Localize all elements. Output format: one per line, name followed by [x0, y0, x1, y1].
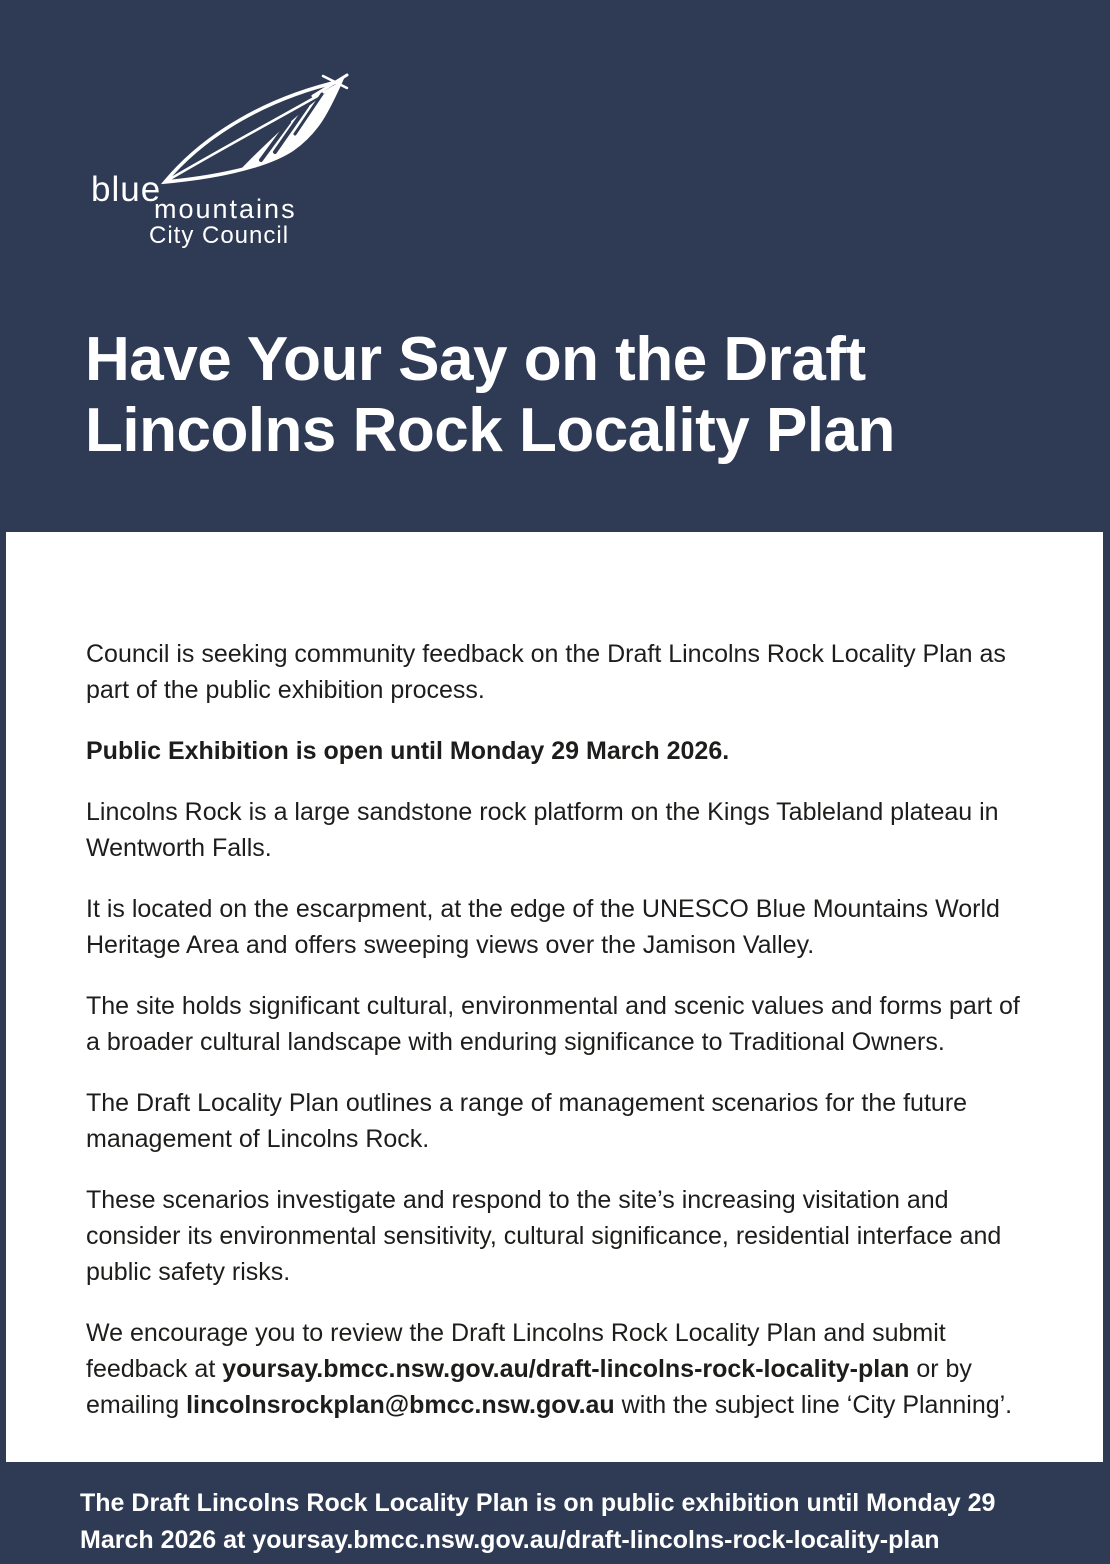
logo-word-city-council: City Council — [149, 222, 290, 249]
body-panel — [6, 532, 1103, 1462]
scenarios-paragraph: These scenarios investigate and respond to the site’s increasing visitation and consider its environmental sensitivity, cultural significance, residential interface and public safety risks. — [86, 1186, 1002, 1286]
location-paragraph: It is located on the escarpment, at the edge of the UNESCO Blue Mountains World Heritage Area and offers sweeping views over the Jamison Valley. — [86, 895, 1000, 959]
leaf-icon — [157, 72, 349, 190]
feedback-url: yoursay.bmcc.nsw.gov.au/draft-lincolns-rock-locality-plan — [222, 1355, 910, 1383]
footer — [0, 1462, 1110, 1564]
feedback-text-part2: or by emailing — [86, 1355, 972, 1419]
council-logo — [85, 72, 375, 257]
feedback-text-part3: with the subject line ‘City Planning’. — [614, 1391, 1013, 1419]
site-description-paragraph: Lincolns Rock is a large sandstone rock platform on the Kings Tableland plateau in Wentworth Falls. — [86, 798, 999, 862]
feedback-instructions-paragraph — [86, 1315, 1025, 1423]
feedback-text-part1: We encourage you to review the Draft Lincolns Rock Locality Plan and submit feedback at — [86, 1319, 946, 1383]
footer-exhibition-notice: The Draft Lincolns Rock Locality Plan is on public exhibition until Monday 29 March 2026 at yoursay.bmcc.nsw.gov.au/draft-lincolns-rock-locality-plan — [80, 1489, 996, 1554]
page-title-line1: Have Your Say on the Draft — [85, 325, 866, 394]
exhibition-deadline-note: Public Exhibition is open until Monday 29 March 2026. — [86, 737, 730, 765]
logo-word-mountains: mountains — [154, 194, 297, 224]
feedback-email: lincolnsrockplan@bmcc.nsw.gov.au — [186, 1391, 615, 1419]
logo-word-blue: blue — [91, 170, 162, 209]
page-title-line2: Lincolns Rock Locality Plan — [85, 396, 895, 465]
plan-overview-paragraph: The Draft Locality Plan outlines a range of management scenarios for the future management of Lincolns Rock. — [86, 1089, 968, 1153]
page-title — [85, 324, 895, 466]
cultural-values-paragraph: The site holds significant cultural, environmental and scenic values and forms part of a broader cultural landscape with enduring significance to Traditional Owners. — [86, 992, 1020, 1056]
intro-paragraph: Council is seeking community feedback on the Draft Lincolns Rock Locality Plan as part of the public exhibition process. — [86, 640, 1006, 704]
